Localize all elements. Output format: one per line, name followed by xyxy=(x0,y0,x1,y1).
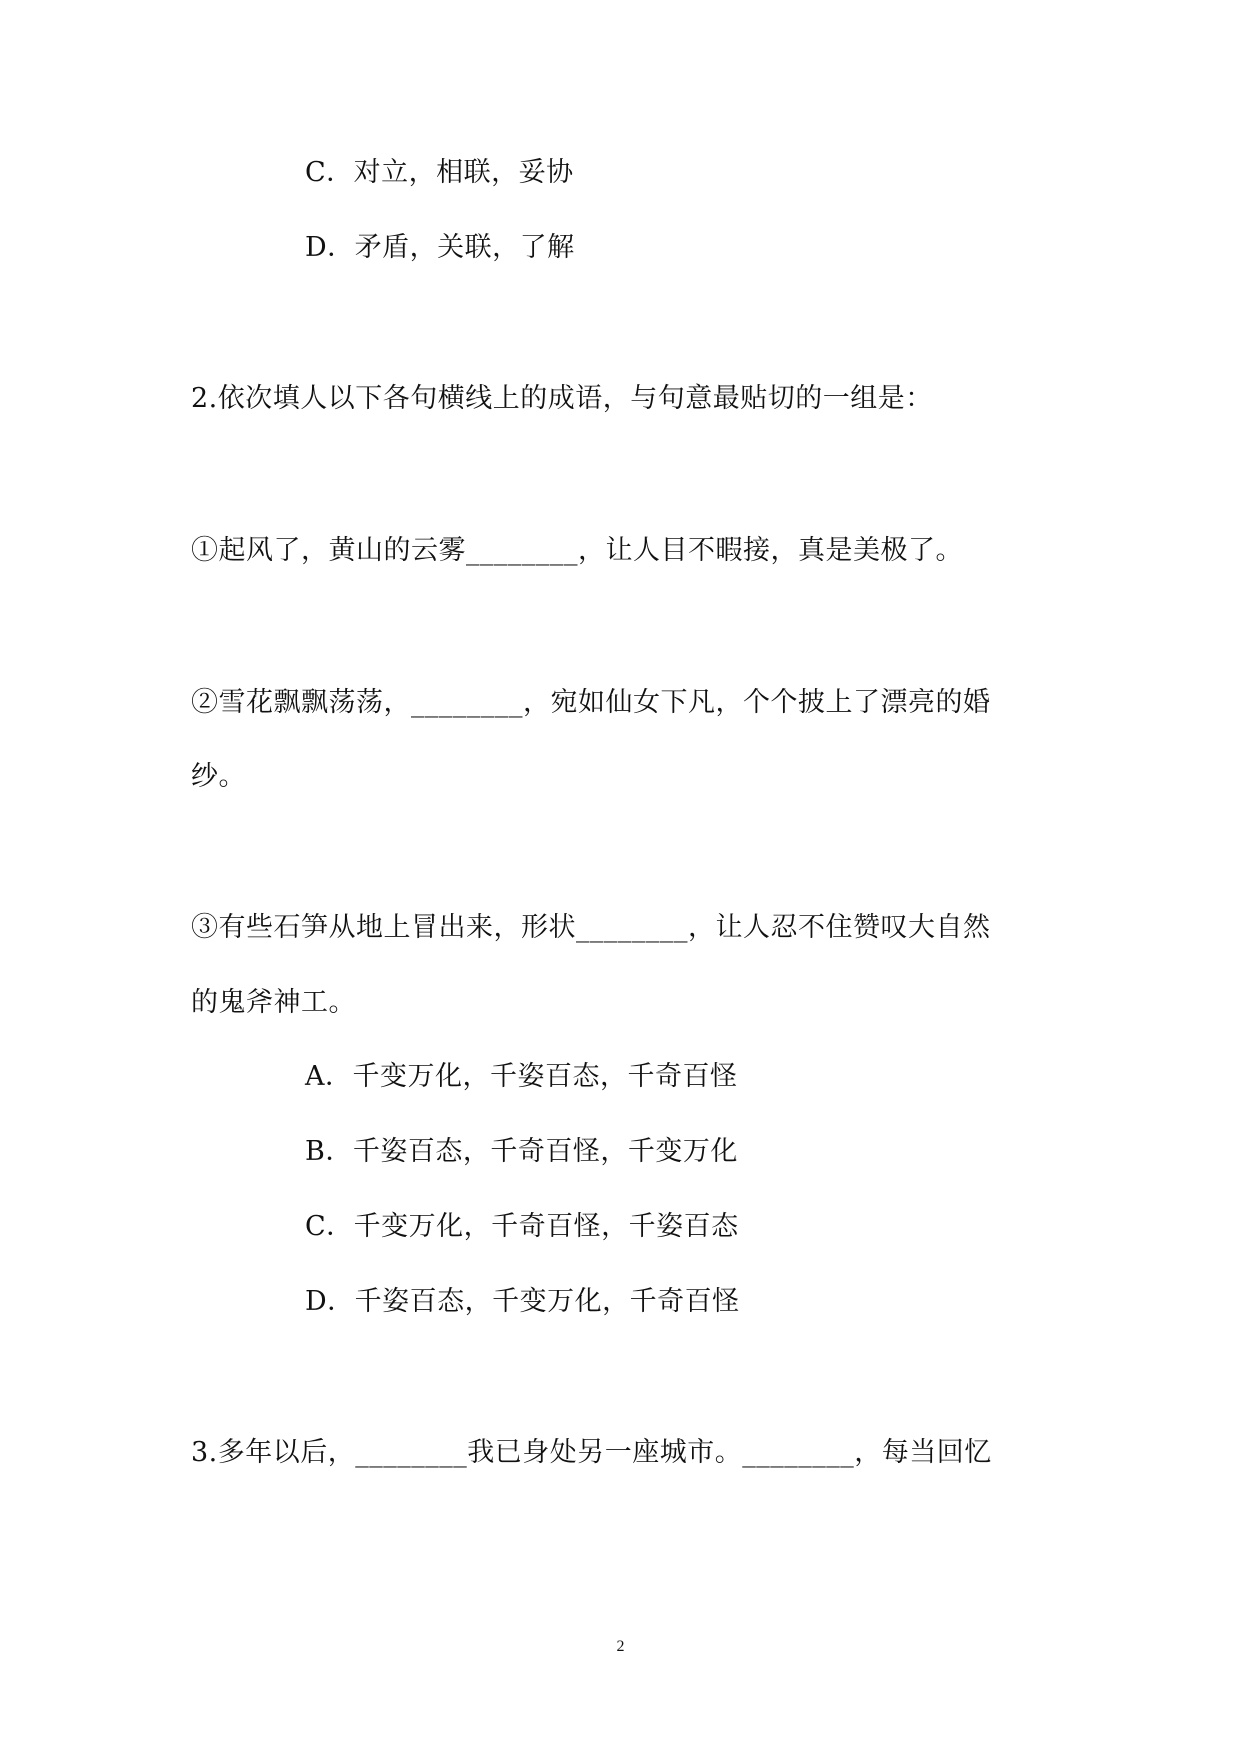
q2-option-a: A．千变万化，千姿百态，千奇百怪 xyxy=(305,1061,738,1092)
q2-option-c: C．千变万化，千奇百怪，千姿百态 xyxy=(305,1211,739,1242)
q2-sentence-2-line-1: ②雪花飘飘荡荡，________，宛如仙女下凡，个个披上了漂亮的婚 xyxy=(191,687,991,718)
q2-sentence-3-line-2: 的鬼斧神工。 xyxy=(191,987,356,1018)
q3-stem-line-1: 3.多年以后，________我已身处另一座城市。________，每当回忆 xyxy=(191,1437,992,1468)
q2-option-d: D．千姿百态，千变万化，千奇百怪 xyxy=(305,1286,740,1317)
q2-stem: 2.依次填人以下各句横线上的成语，与句意最贴切的一组是： xyxy=(191,383,933,414)
q2-sentence-3-line-1: ③有些石笋从地上冒出来，形状________，让人忍不住赞叹大自然 xyxy=(191,912,991,943)
q1-option-c: C．对立，相联，妥协 xyxy=(305,157,574,188)
q1-option-d: D．矛盾，关联，了解 xyxy=(305,232,575,263)
q2-option-b: B．千姿百态，千奇百怪，千变万化 xyxy=(305,1136,738,1167)
q2-sentence-1: ①起风了，黄山的云雾________，让人目不暇接，真是美极了。 xyxy=(191,535,963,566)
q2-sentence-2-line-2: 纱。 xyxy=(191,761,246,792)
page-number: 2 xyxy=(616,1638,625,1655)
